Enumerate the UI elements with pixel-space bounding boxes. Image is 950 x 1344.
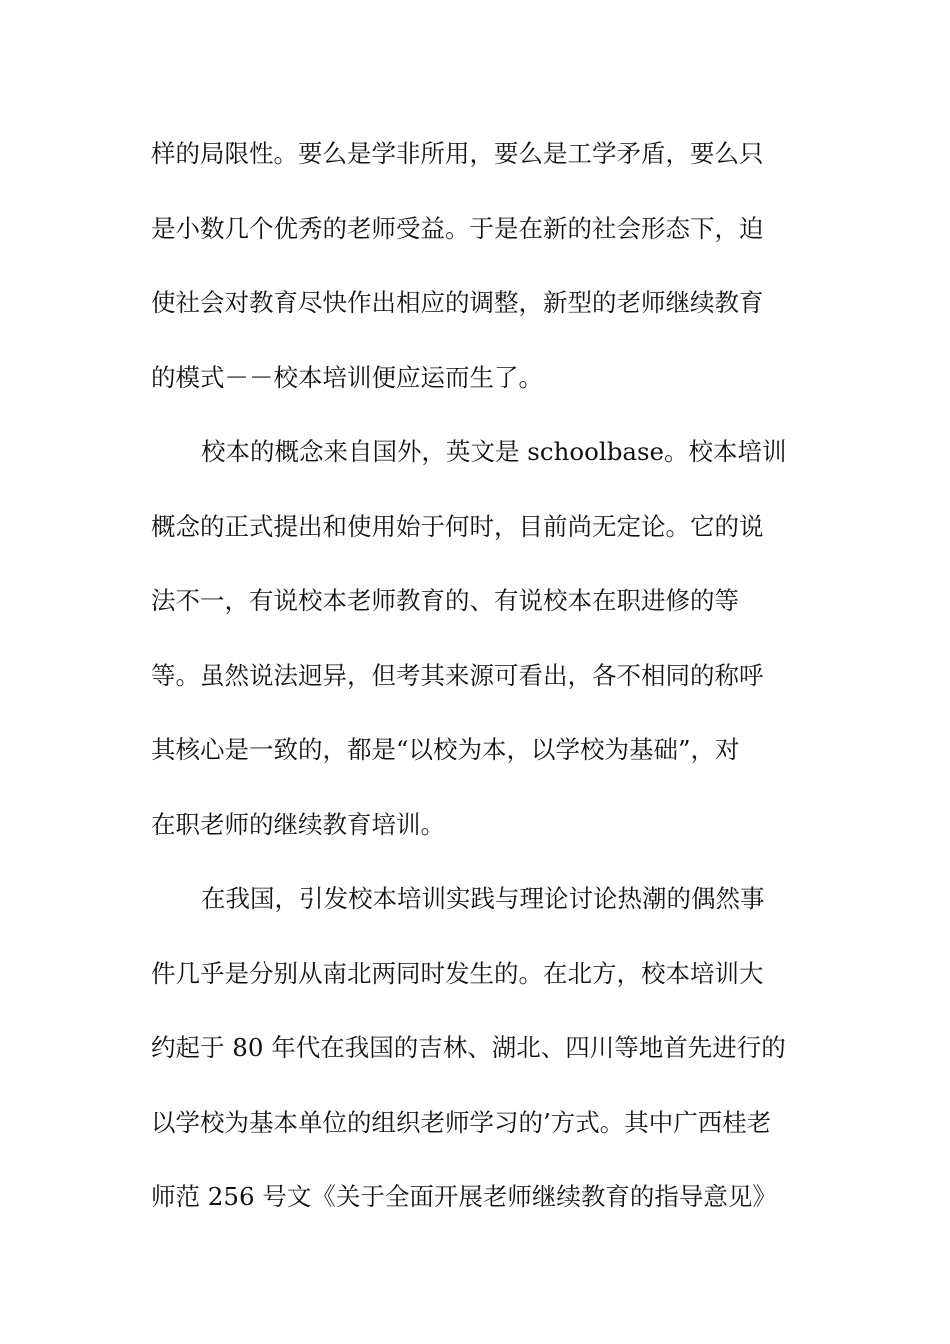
paragraph-line: 以学校为基本单位的组织老师学习的’方式。其中广西桂老 [151,1107,772,1137]
paragraph-line: 样的局限性。要么是学非所用，要么是工学矛盾，要么只 [151,139,764,168]
paragraph-line: 其核心是一致的，都是“以校为本，以学校为基础”，对 [151,735,740,764]
document-body [151,125,811,1243]
paragraph-1 [151,125,811,423]
paragraph-line: 使社会对教育尽快作出相应的调整，新型的老师继续教育 [151,288,764,317]
paragraph-line: 件几乎是分别从南北两同时发生的。在北方，校本培训大 [151,958,764,988]
paragraph-line: 等。虽然说法迥异，但考其来源可看出，各不相同的称呼 [151,660,764,690]
paragraph-3 [151,870,811,1243]
paragraph-line: 概念的正式提出和使用始于何时，目前尚无定论。它的说 [151,511,764,541]
paragraph-line: 法不一，有说校本老师教育的、有说校本在职进修的等 [151,586,739,615]
paragraph-line: 的模式－－校本培训便应运而生了。 [151,362,543,392]
paragraph-line: 约起于 80 年代在我国的吉林、湖北、四川等地首先进行的 [151,1033,786,1062]
paragraph-line: 师范 256 号文《关于全面开展老师继续教育的指导意见》 [151,1182,777,1211]
paragraph-line: 是小数几个优秀的老师受益。于是在新的社会形态下，迫 [151,213,764,243]
paragraph-line: 在职老师的继续教育培训。 [151,809,445,839]
paragraph-2 [151,423,811,870]
paragraph-line: 校本的概念来自国外，英文是 schoolbase。校本培训 [201,437,787,466]
paragraph-line: 在我国，引发校本培训实践与理论讨论热潮的偶然事 [201,884,765,913]
